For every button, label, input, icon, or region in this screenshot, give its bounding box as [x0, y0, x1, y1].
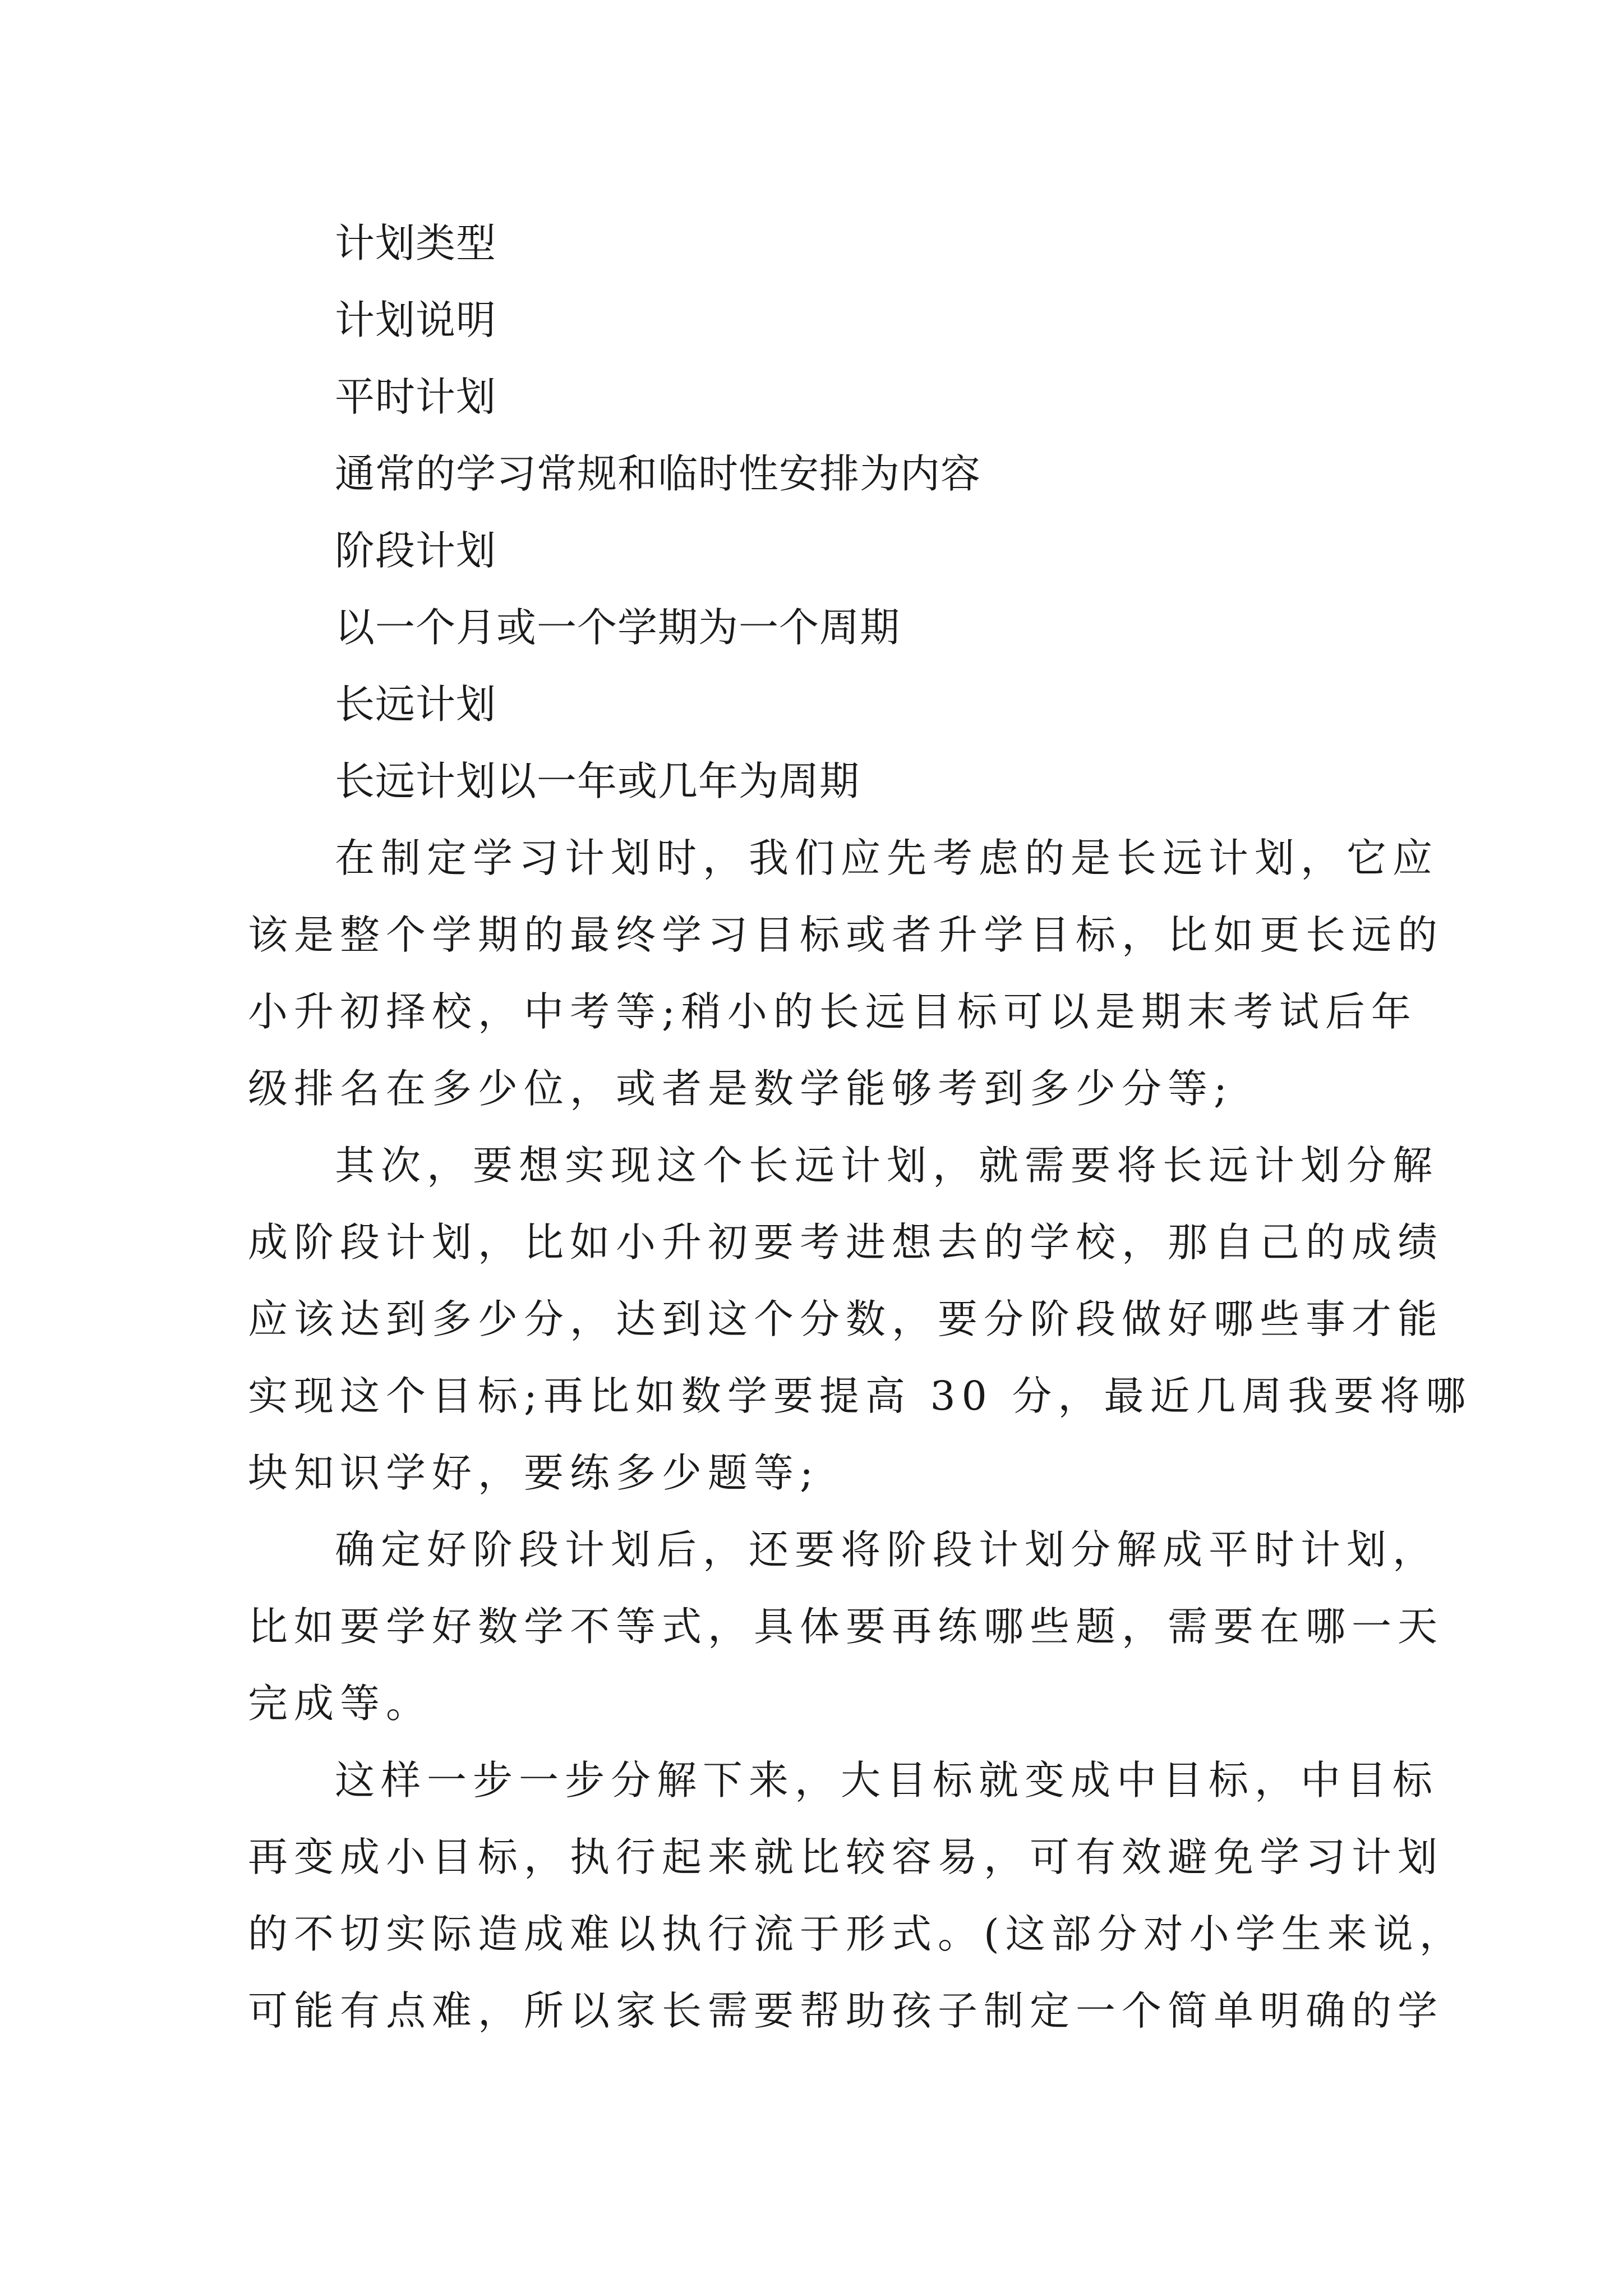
- paragraph-decomposition: [248, 1742, 1465, 2049]
- table-row-stage-plan-description: 以一个月或一个学期为一个周期: [335, 604, 901, 651]
- paragraph-line: 这样一步一步分解下来，大目标就变成中目标，中目标: [335, 1757, 1439, 1803]
- table-row-regular-plan-description: 通常的学习常规和临时性安排为内容: [335, 450, 981, 497]
- paragraph-line: 可能有点难，所以家长需要帮助孩子制定一个简单明确的学: [248, 1987, 1444, 2034]
- paragraph-regular: [248, 1511, 1444, 1742]
- paragraph-line: 在制定学习计划时，我们应先考虑的是长远计划，它应: [335, 835, 1439, 881]
- paragraph-line: 成阶段计划，比如小升初要考进想去的学校，那自己的成绩: [248, 1219, 1444, 1266]
- paragraph-line: 的不切实际造成难以执行流于形式。(这部分对小学生来说，: [248, 1911, 1465, 1957]
- paragraph-line: 块知识学好，要练多少题等;: [248, 1450, 819, 1496]
- paragraph-long-term: [248, 820, 1444, 1127]
- paragraph-stage: [248, 1127, 1472, 1511]
- paragraph-line: 小升初择校，中考等;稍小的长远目标可以是期末考试后年: [248, 988, 1417, 1035]
- paragraph-line: 应该达到多少分，达到这个分数，要分阶段做好哪些事才能: [248, 1296, 1444, 1342]
- paragraph-line: 比如要学好数学不等式，具体要再练哪些题，需要在哪一天: [248, 1603, 1444, 1650]
- document-body: [248, 205, 1472, 2049]
- table-header-description: 计划说明: [335, 297, 497, 343]
- table-row-regular-plan: 平时计划: [335, 374, 497, 420]
- paragraph-line: 完成等。: [248, 1680, 432, 1727]
- table-header-type: 计划类型: [335, 220, 497, 266]
- plan-table-text: [248, 205, 1376, 820]
- paragraph-line: 再变成小目标，执行起来就比较容易，可有效避免学习计划: [248, 1834, 1444, 1880]
- paragraph-line: 实现这个目标;再比如数学要提高 30 分，最近几周我要将哪: [248, 1373, 1472, 1419]
- paragraph-line: 确定好阶段计划后，还要将阶段计划分解成平时计划，: [335, 1526, 1439, 1573]
- paragraph-line: 级排名在多少位，或者是数学能够考到多少分等;: [248, 1065, 1233, 1112]
- paragraph-line: 其次，要想实现这个长远计划，就需要将长远计划分解: [335, 1142, 1439, 1189]
- table-row-long-term-plan-description: 长远计划以一年或几年为周期: [335, 758, 860, 804]
- table-row-long-term-plan: 长远计划: [335, 681, 497, 728]
- table-row-stage-plan: 阶段计划: [335, 527, 497, 574]
- paragraph-line: 该是整个学期的最终学习目标或者升学目标，比如更长远的: [248, 912, 1444, 958]
